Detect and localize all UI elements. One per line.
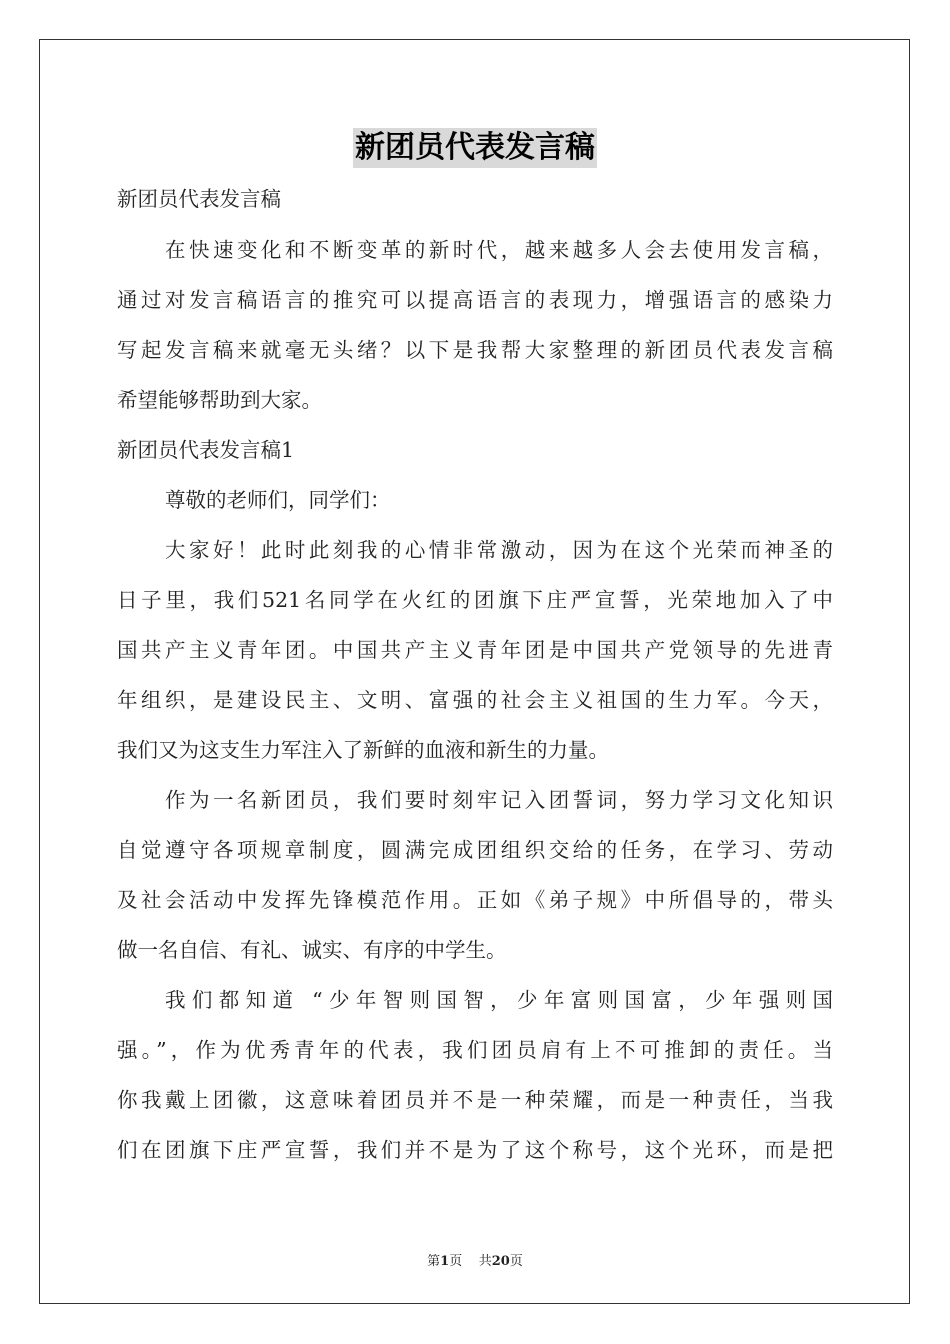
text-line: 我们又为这支生力军注入了新鲜的血液和新生的力量。 <box>117 738 609 762</box>
footer-page-suffix: 页 <box>449 1254 463 1269</box>
footer-page-number: 1 <box>440 1254 450 1269</box>
footer-total-prefix: 共 <box>478 1254 492 1269</box>
text-line: 自觉遵守各项规章制度，圆满完成团组织交给的任务，在学习、劳动 <box>117 838 833 862</box>
page-border <box>39 39 910 1304</box>
text-line: 在快速变化和不断变革的新时代，越来越多人会去使用发言稿， <box>165 238 833 262</box>
text-line: 新团员代表发言稿1 <box>117 438 295 462</box>
text-line: 做一名自信、有礼、诚实、有序的中学生。 <box>117 938 507 962</box>
text-line: 你我戴上团徽，这意味着团员并不是一种荣耀，而是一种责任，当我 <box>117 1088 833 1112</box>
text-line: 及社会活动中发挥先锋模范作用。正如《弟子规》中所倡导的，带头 <box>117 888 833 912</box>
text-line: 尊敬的老师们，同学们： <box>165 488 391 512</box>
text-line: 新团员代表发言稿 <box>117 187 281 211</box>
footer-prefix: 第 <box>427 1254 441 1269</box>
text-line: 通过对发言稿语言的推究可以提高语言的表现力，增强语言的感染力 <box>117 288 833 312</box>
footer-total-suffix: 页 <box>509 1254 523 1269</box>
document-title: 新团员代表发言稿 <box>353 128 597 168</box>
text-line: 强。”，作为优秀青年的代表，我们团员肩有上不可推卸的责任。当 <box>117 1038 833 1062</box>
text-line: 希望能够帮助到大家。 <box>117 388 322 412</box>
title-container <box>0 128 950 168</box>
text-line: 写起发言稿来就毫无头绪？以下是我帮大家整理的新团员代表发言稿 <box>117 338 833 362</box>
text-line: 作为一名新团员，我们要时刻牢记入团誓词，努力学习文化知识 <box>165 788 833 812</box>
text-line: 我们都知道 “少年智则国智，少年富则国富，少年强则国 <box>165 988 833 1012</box>
text-line: 大家好！此时此刻我的心情非常激动，因为在这个光荣而神圣的 <box>165 538 833 562</box>
footer-total-pages: 20 <box>491 1254 510 1269</box>
text-line: 年组织，是建设民主、文明、富强的社会主义祖国的生力军。今天， <box>117 688 833 712</box>
text-line: 日子里，我们521名同学在火红的团旗下庄严宣誓，光荣地加入了中 <box>117 588 833 612</box>
page-footer <box>0 1250 950 1269</box>
text-line: 国共产主义青年团。中国共产主义青年团是中国共产党领导的先进青 <box>117 638 833 662</box>
text-line: 们在团旗下庄严宣誓，我们并不是为了这个称号，这个光环，而是把 <box>117 1138 833 1162</box>
